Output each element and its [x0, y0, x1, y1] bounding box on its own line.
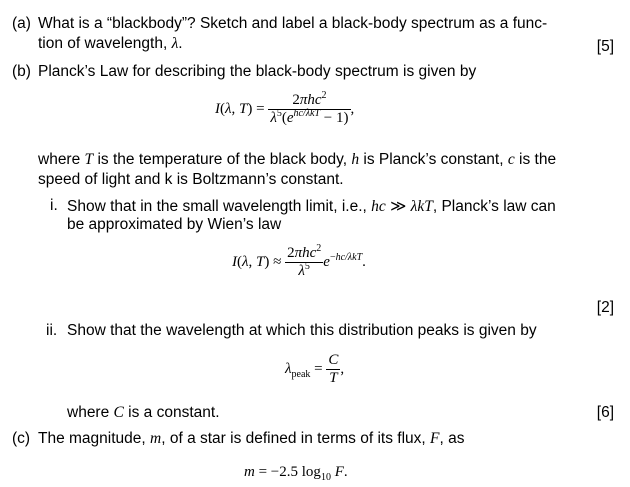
sub-i-line-1: Show that in the small wavelength limit, i.e., hc ≫ λkT, Planck’s law can [67, 198, 556, 215]
planck-equation: I(λ, T) = $\frac{2\pi hc^2}{\lambda^5(e^{hc/\lambda kT} - 1)}$ , [215, 90, 355, 126]
part-a-marks: [5] [596, 38, 614, 55]
sub-i-marks: [2] [596, 299, 614, 316]
part-b-where-line-1: where T is the temperature of the black body, h is Planck’s constant, c is the [38, 151, 557, 168]
peak-equation: $\lambda_{peak}$ = $\frac{C}{T}$ , [285, 352, 345, 386]
sub-i-label: i. [50, 197, 58, 214]
peak-fraction: $\frac{C}{T}$ [328, 352, 339, 386]
part-a-question-line-1: What is a “blackbody”? Sketch and label a black-body spectrum as a func- [38, 15, 548, 32]
part-a-question-line-2: tion of wavelength, λ. [38, 35, 183, 52]
sub-i-line-2: be approximated by Wien’s law [67, 216, 282, 233]
part-a-label: (a) [12, 15, 31, 32]
sub-ii-label: ii. [46, 322, 58, 339]
magnitude-equation: m = −2.5 $\log_{10} F$. [244, 464, 348, 483]
sub-ii-line-1: Show that the wavelength at which this distribution peaks is given by [67, 322, 537, 339]
sub-ii-where: where C is a constant. [67, 404, 220, 421]
part-b-label: (b) [12, 63, 31, 80]
wien-equation: I(λ, T) ≈ $\frac{2\pi hc^2}{\lambda^5}$ $e^{-hc/\lambda kT}$. [232, 243, 366, 279]
sub-ii-marks: [6] [596, 404, 614, 421]
wien-fraction: $\frac{2\pi hc^2}{\lambda^5}$ [287, 243, 322, 279]
planck-fraction: $\frac{2\pi hc^2}{\lambda^5(e^{hc/\lambda kT} - 1)}$ [270, 90, 349, 126]
part-c-label: (c) [12, 430, 31, 447]
part-b-where-line-2: speed of light and k is Boltzmann’s constant. [38, 171, 344, 188]
part-c-intro: The magnitude, m, of a star is defined in terms of its flux, F, as [38, 430, 465, 447]
part-b-intro: Planck’s Law for describing the black-body spectrum is given by [38, 63, 477, 80]
